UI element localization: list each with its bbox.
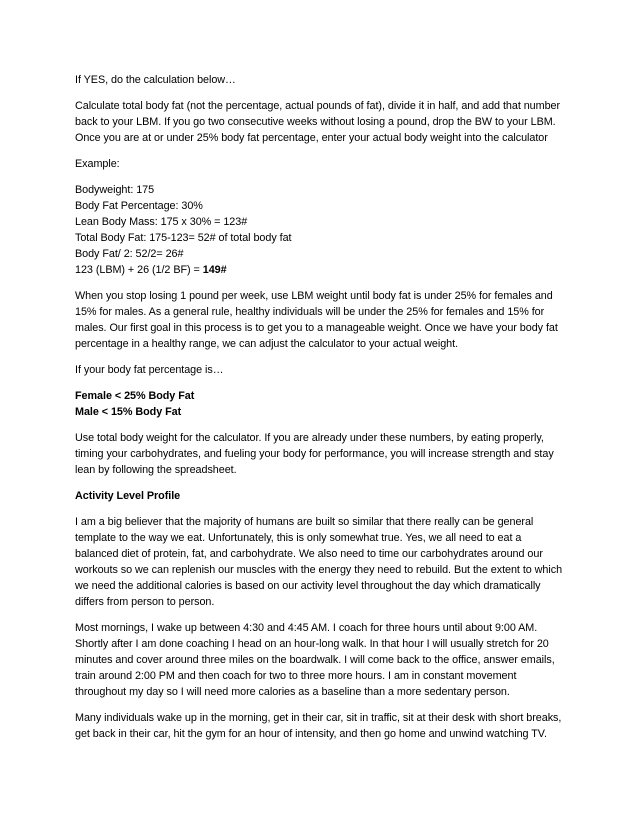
stop-paragraph <box>75 288 565 352</box>
example-result-prefix: 123 (LBM) + 26 (1/2 BF) = <box>75 264 203 276</box>
mornings-line: minutes and cover around three miles on the boardwalk. I will come back to the office, answer emails, <box>75 654 555 666</box>
stop-line: males. Our first goal in this process is to get you to a manageable weight. Once we have your body fat <box>75 322 558 334</box>
activity-line: I am a big believer that the majority of humans are built so similar that there really can be general <box>75 516 534 528</box>
stop-line: 15% for males. As a general rule, healthy individuals will be under the 25% for females and 15% for <box>75 306 545 318</box>
example-line: Body Fat Percentage: 30% <box>75 200 203 212</box>
activity-line: differs from person to person. <box>75 596 215 608</box>
mornings-line: Most mornings, I wake up between 4:30 and 4:45 AM. I coach for three hours until about 9:00 AM. <box>75 622 538 634</box>
stop-line: When you stop losing 1 pound per week, use LBM weight until body fat is under 25% for females and <box>75 290 553 302</box>
example-line: Lean Body Mass: 175 x 30% = 123# <box>75 216 248 228</box>
example-block <box>75 182 565 278</box>
example-result-value: 149# <box>202 264 227 276</box>
activity-line: balanced diet of protein, fat, and carbohydrate. We also need to time our carbohydrates around our <box>75 548 543 560</box>
example-line: Body Fat/ 2: 52/2= 26# <box>75 248 184 260</box>
activity-line: we need the additional calories is based on our activity level throughout the day which dramatically <box>75 580 541 592</box>
document-page <box>75 72 565 742</box>
calc-line: Once you are at or under 25% body fat percentage, enter your actual body weight into the calculator <box>75 132 548 144</box>
intro-line: If YES, do the calculation below… <box>75 74 236 86</box>
stop-line: percentage in a healthy range, we can adjust the calculator to your actual weight. <box>75 338 459 350</box>
activity-line: workouts so we can replenish our muscles with the energy they need to rebuild. But the extent to which <box>75 564 563 576</box>
total-weight-line: timing your carbohydrates, and fueling your body for performance, you will increase strength and stay <box>75 448 554 460</box>
example-label: Example: <box>75 158 120 170</box>
total-weight-paragraph <box>75 430 565 478</box>
activity-paragraph <box>75 514 565 610</box>
if-percentage-line: If your body fat percentage is… <box>75 364 224 376</box>
mornings-line: Shortly after I am done coaching I head on an hour-long walk. In that hour I will usually stretch for 20 <box>75 638 549 650</box>
example-result-line <box>75 262 565 278</box>
many-line: Many individuals wake up in the morning, get in their car, sit in traffic, sit at their desk with short breaks, <box>75 712 562 724</box>
many-paragraph <box>75 710 565 742</box>
mornings-line: throughout my day so I will need more calories as a baseline than a more sedentary person. <box>75 686 510 698</box>
example-line: Bodyweight: 175 <box>75 184 155 196</box>
example-line: Total Body Fat: 175-123= 52# of total body fat <box>75 232 292 244</box>
mornings-line: train around 2:00 PM and then coach for two to three more hours. I am in constant movement <box>75 670 517 682</box>
total-weight-line: Use total body weight for the calculator. If you are already under these numbers, by eating properly, <box>75 432 544 444</box>
activity-heading: Activity Level Profile <box>75 490 181 502</box>
activity-line: template to the way we eat. Unfortunately, this is only somewhat true. Yes, we all need to eat a <box>75 532 522 544</box>
total-weight-line: lean by following the spreadsheet. <box>75 464 237 476</box>
calc-line: Calculate total body fat (not the percentage, actual pounds of fat), divide it in half, and add that number <box>75 100 561 112</box>
female-threshold: Female < 25% Body Fat <box>75 390 195 402</box>
calc-line: back to your LBM. If you go two consecutive weeks without losing a pound, drop the BW to your LBM. <box>75 116 556 128</box>
male-threshold: Male < 15% Body Fat <box>75 406 182 418</box>
calc-paragraph <box>75 98 565 146</box>
thresholds-block <box>75 388 565 420</box>
mornings-paragraph <box>75 620 565 700</box>
many-line: get back in their car, hit the gym for an hour of intensity, and then go home and unwind watching TV. <box>75 728 547 740</box>
